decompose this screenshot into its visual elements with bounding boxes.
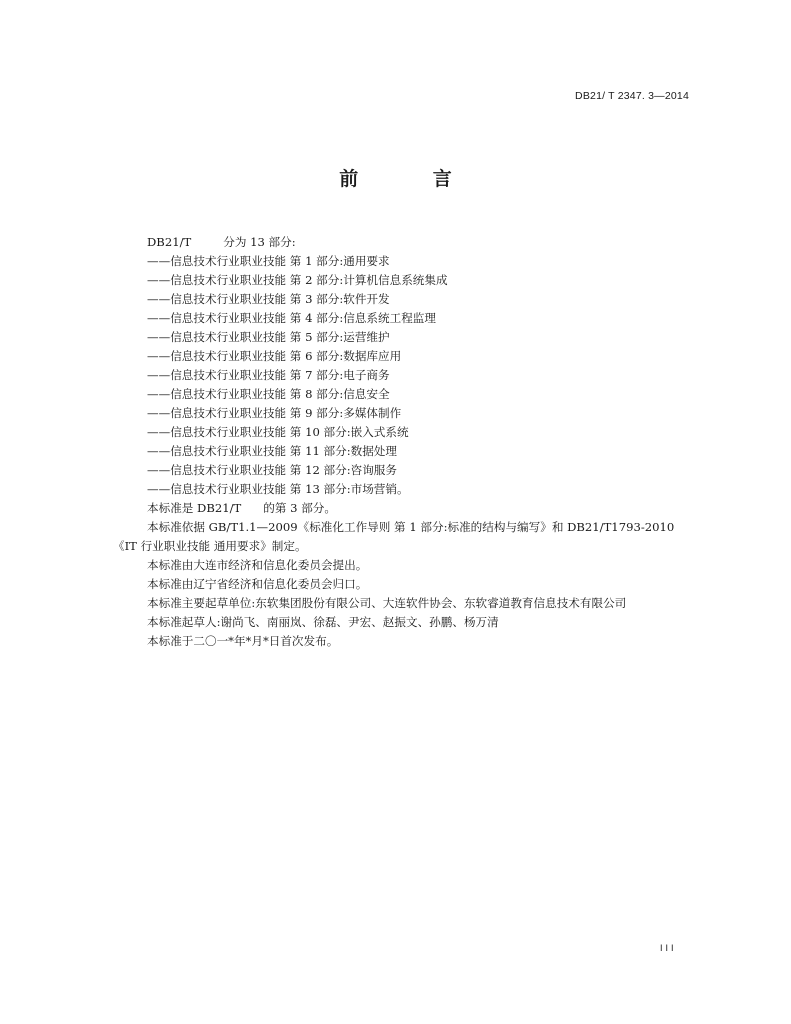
intro-line — [147, 233, 296, 252]
list-item: ——信息技术行业职业技能 第 1 部分:通用要求 — [147, 254, 390, 268]
list-item: ——信息技术行业职业技能 第 13 部分:市场营销。 — [147, 482, 409, 496]
basis-line-2: 《IT 行业职业技能 通用要求》制定。 — [113, 539, 307, 553]
list-item: ——信息技术行业职业技能 第 10 部分:嵌入式系统 — [147, 425, 409, 439]
list-item: ——信息技术行业职业技能 第 4 部分:信息系统工程监理 — [147, 311, 436, 325]
list-item: ——信息技术行业职业技能 第 8 部分:信息安全 — [147, 387, 390, 401]
this-part-line — [147, 499, 336, 518]
intro-prefix: DB21/T — [147, 235, 192, 249]
list-item: ——信息技术行业职业技能 第 6 部分:数据库应用 — [147, 349, 402, 363]
page-title: 前 言 — [339, 168, 486, 190]
standard-code: DB21/ T 2347. 3—2014 — [575, 90, 689, 102]
drafting-units-line: 本标准主要起草单位:东软集团股份有限公司、大连软件协会、东软睿道教育信息技术有限公司 — [147, 596, 627, 610]
list-item: ——信息技术行业职业技能 第 3 部分:软件开发 — [147, 292, 390, 306]
proposed-line: 本标准由大连市经济和信息化委员会提出。 — [147, 558, 368, 572]
release-line: 本标准于二〇一*年*月*日首次发布。 — [147, 634, 339, 648]
list-item: ——信息技术行业职业技能 第 7 部分:电子商务 — [147, 368, 390, 382]
list-item: ——信息技术行业职业技能 第 2 部分:计算机信息系统集成 — [147, 273, 448, 287]
list-item: ——信息技术行业职业技能 第 12 部分:咨询服务 — [147, 463, 397, 477]
intro-suffix: 分为 13 部分: — [223, 235, 296, 249]
this-part-suffix: 的第 3 部分。 — [263, 501, 336, 515]
parts-list — [147, 252, 448, 499]
list-item: ——信息技术行业职业技能 第 11 部分:数据处理 — [147, 444, 397, 458]
this-part-prefix: 本标准是 DB21/T — [147, 501, 242, 515]
drafters-line: 本标准起草人:谢尚飞、南丽岚、徐磊、尹宏、赵振文、孙鹏、杨万清 — [147, 615, 499, 629]
list-item: ——信息技术行业职业技能 第 5 部分:运营维护 — [147, 330, 390, 344]
page-number: III — [660, 943, 677, 953]
basis-line-1: 本标准依据 GB/T1.1—2009《标准化工作导则 第 1 部分:标准的结构与编写》和 DB21/T1793-2010 — [147, 520, 675, 534]
managed-line: 本标准由辽宁省经济和信息化委员会归口。 — [147, 577, 368, 591]
list-item: ——信息技术行业职业技能 第 9 部分:多媒体制作 — [147, 406, 402, 420]
